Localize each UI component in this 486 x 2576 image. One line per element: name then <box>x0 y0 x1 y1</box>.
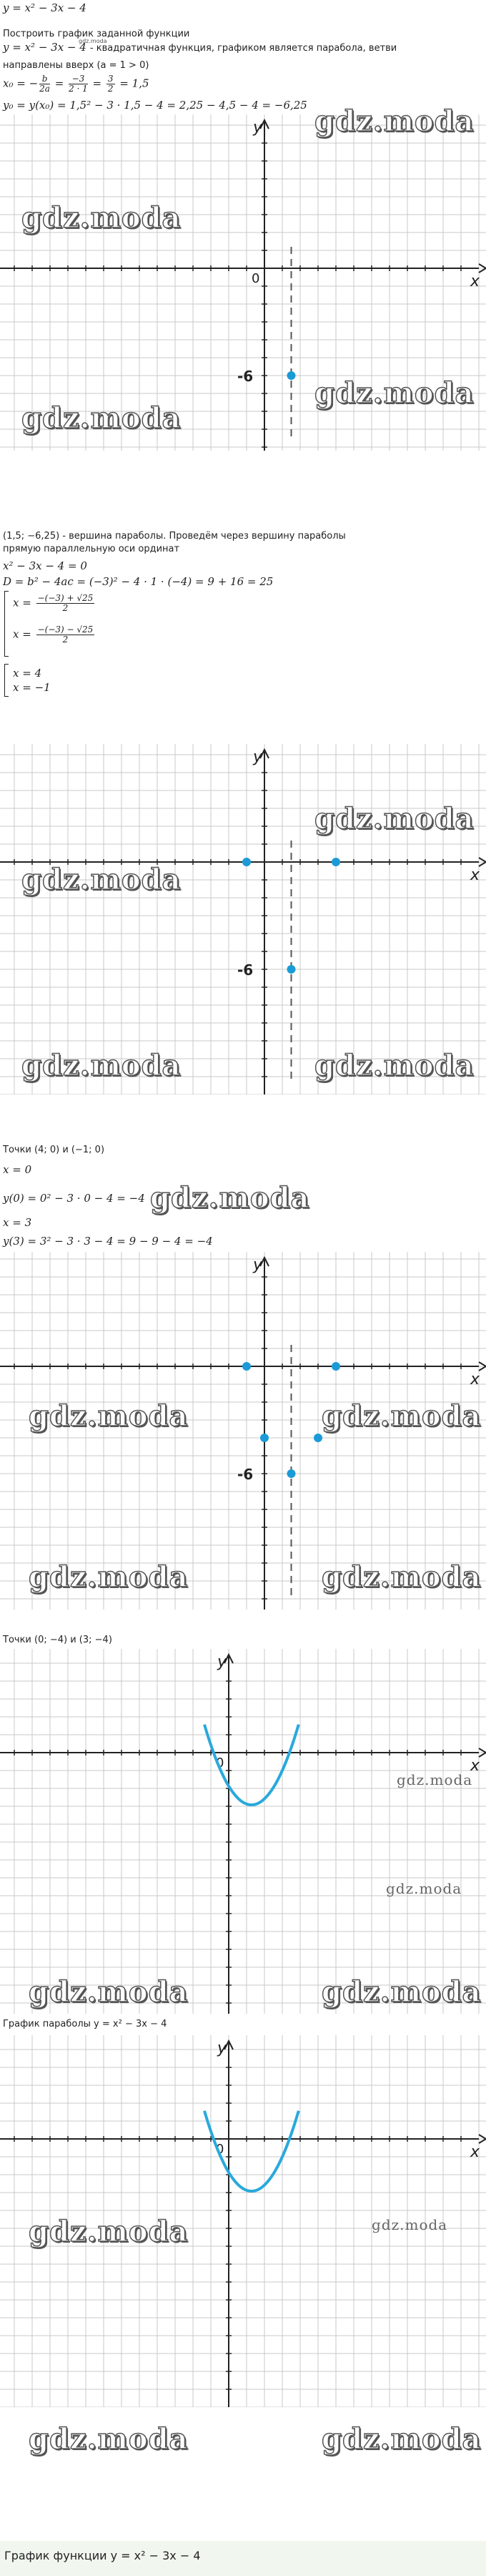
fraction-denominator: 2a <box>39 84 50 94</box>
branches-direction: направлены вверх (a = 1 > 0) <box>3 60 149 71</box>
function-description <box>3 40 397 54</box>
watermark: gdz.moda <box>21 401 182 435</box>
fraction-numerator: −3 <box>69 74 88 84</box>
parabola-curve <box>204 2111 299 2191</box>
footer-caption: График функции y = x² − 3x − 4 <box>4 2549 201 2562</box>
parabola-curve <box>204 1725 299 1805</box>
watermark: gdz.moda <box>21 201 182 235</box>
x-axis-label: x <box>470 1371 480 1389</box>
origin-label: 0 <box>216 2142 224 2157</box>
tick-label-minus-6: -6 <box>237 961 254 979</box>
watermark: gdz.moda <box>29 1975 189 2009</box>
y-at-3: y(3) = 3² − 3 · 3 − 4 = 9 − 9 − 4 = −4 <box>3 1235 213 1248</box>
task-statement: Построить график заданной функции <box>3 29 190 39</box>
root-result-2: x = −1 <box>13 681 51 694</box>
watermark: gdz.moda <box>322 1975 482 2009</box>
grid-lines <box>0 744 486 1094</box>
watermark: gdz.moda <box>372 2216 448 2233</box>
x-axis-label: x <box>470 273 480 290</box>
fraction-numerator: 3 <box>107 74 114 84</box>
grid-lines <box>0 1649 486 2014</box>
watermark: gdz.moda <box>21 863 182 896</box>
watermark: gdz.moda <box>322 2422 482 2456</box>
watermark: gdz.moda <box>314 376 475 410</box>
function-formula: y = x² − 3x − 4 <box>3 41 86 54</box>
fraction-denominator: 2 <box>107 84 114 94</box>
x-axis-label: x <box>470 1757 480 1775</box>
watermark: gdz.moda <box>29 1560 189 1594</box>
plot-point <box>242 1362 251 1371</box>
plot-point <box>260 1434 269 1442</box>
x-equals-3: x = 3 <box>3 1216 32 1229</box>
graph-roots <box>0 744 486 1097</box>
watermark: gdz.moda <box>314 104 475 138</box>
plot-point <box>314 1434 322 1442</box>
y-axis-label: y <box>253 748 263 766</box>
vertex-x-value: = 1,5 <box>119 77 149 90</box>
tick-label-minus-6: -6 <box>237 368 254 385</box>
footer-caption-bar <box>0 2541 486 2576</box>
watermark: gdz.moda <box>21 1049 182 1082</box>
fraction <box>36 625 95 645</box>
fraction-denominator: 2 <box>62 603 69 613</box>
fraction-numerator: b <box>39 74 50 84</box>
vertex-statement <box>3 528 346 543</box>
y-axis-label: y <box>217 1653 227 1671</box>
equation-heading: y = x² − 3x − 4 <box>3 1 86 14</box>
watermark: gdz.moda <box>322 1560 482 1594</box>
root-lhs: x = <box>13 596 31 609</box>
origin-label: 0 <box>216 1755 224 1771</box>
fraction <box>106 74 115 94</box>
vertex-statement-2: прямую параллельную оси ординат <box>3 544 180 554</box>
x-axis-label: x <box>470 866 480 884</box>
extra-points: Точки (0; −4) и (3; −4) <box>3 1635 112 1645</box>
tick-label-minus-6: -6 <box>237 1466 254 1483</box>
watermark: gdz.moda <box>29 1399 189 1433</box>
watermark: gdz.moda <box>314 802 475 836</box>
coordinate-grid <box>0 1649 486 2014</box>
plot-point <box>287 1469 296 1478</box>
coordinate-grid <box>0 744 486 1094</box>
root-formula-1 <box>13 594 96 613</box>
discriminant: D = b² − 4ac = (−3)² − 4 · 1 · (−4) = 9 + 16 = 25 <box>3 575 274 588</box>
plot-point <box>332 858 340 866</box>
watermark: gdz.moda <box>386 1880 462 1897</box>
watermark: gdz.moda <box>397 1771 473 1788</box>
roots-bracket <box>4 591 9 657</box>
root-result-1: x = 4 <box>13 667 42 680</box>
y-axis-label: y <box>217 2039 227 2057</box>
y-at-0: y(0) = 0² − 3 · 0 − 4 = −4 <box>3 1192 145 1205</box>
fraction-numerator: −(−3) − √25 <box>37 625 94 635</box>
fraction-denominator: 2 · 1 <box>69 84 88 94</box>
root-formula-2 <box>13 625 96 645</box>
watermark: gdz.moda <box>150 1181 310 1215</box>
roots-points: Точки (4; 0) и (−1; 0) <box>3 1145 105 1155</box>
fraction-denominator: 2 <box>62 635 69 645</box>
parabola-caption: График параболы y = x² − 3x − 4 <box>3 2019 167 2029</box>
x-axis-label: x <box>470 2143 480 2161</box>
origin-label: 0 <box>252 271 260 286</box>
fraction-numerator: −(−3) + √25 <box>37 593 94 603</box>
fraction <box>36 594 95 613</box>
watermark: gdz.moda <box>29 2422 189 2456</box>
plot-point <box>287 371 296 380</box>
vertex-y-formula: y₀ = y(x₀) = 1,5² − 3 · 1,5 − 4 = 2,25 − 4,5 − 4 = −6,25 <box>3 99 307 112</box>
x-equals-0: x = 0 <box>3 1163 32 1176</box>
quadratic-equation: x² − 3x − 4 = 0 <box>3 559 87 572</box>
watermark: gdz.moda <box>322 1399 482 1433</box>
y-axis-label: y <box>253 119 263 137</box>
watermark: gdz.moda <box>29 2215 189 2248</box>
watermark: gdz.moda <box>314 1049 475 1082</box>
vertex-x-formula: x₀ = − $\frac{b}{2a}$ = $\frac{-3}{2 \cdot 1}$ = $\frac{3}{2}$ = 1,5 <box>3 74 149 94</box>
plot-point <box>287 965 296 974</box>
plot-point <box>332 1362 340 1371</box>
graph-parabola <box>0 1649 486 2017</box>
vertex-statement-text: (1,5; −6,25) - вершина параболы. Проведём через вершину параболы <box>3 531 346 542</box>
root-lhs: x = <box>13 627 31 641</box>
fraction <box>69 74 88 94</box>
fraction <box>39 74 50 94</box>
vertex-x-label: x₀ = − <box>3 77 39 90</box>
inline-watermark: gdz.moda <box>79 38 107 44</box>
plot-point <box>242 858 251 866</box>
y-axis-label: y <box>253 1256 263 1274</box>
results-bracket <box>4 664 9 697</box>
function-description-text: - квадратичная функция, графиком является парабола, ветви <box>89 43 397 54</box>
